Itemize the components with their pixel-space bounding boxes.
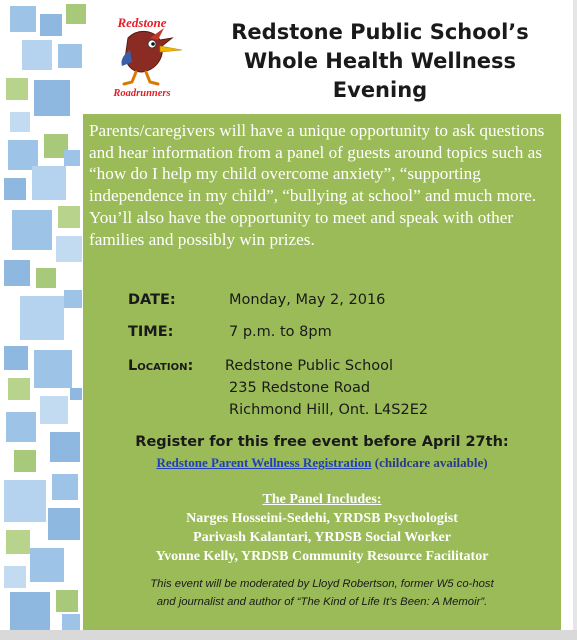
square-blue [4,566,26,588]
title-line-2: Whole Health Wellness [243,49,517,73]
square-blue [22,40,52,70]
square-green [14,450,36,472]
square-blue [64,290,82,308]
square-blue [10,592,50,632]
panel-section [83,490,561,566]
square-blue [6,412,36,442]
square-blue [4,346,28,370]
square-blue [10,112,30,132]
registration-link[interactable]: Redstone Parent Wellness Registration [156,455,372,470]
roadrunner-logo-icon [94,14,190,100]
location-row [83,358,561,378]
title-line-1: Redstone Public School’s [231,20,529,44]
location-label: Location: [128,358,194,374]
square-green [56,590,78,612]
location-line-3: Richmond Hill, Ont. L4S2E2 [229,402,429,418]
panel-heading: The Panel Includes: [262,492,382,507]
square-blue [4,260,30,286]
square-blue [50,432,80,462]
location-row-3 [83,402,561,422]
square-blue [10,6,36,32]
square-blue [40,396,68,424]
moderator-line-2: and journalist and author of “The Kind of Life It’s Been: A Memoir”. [156,596,488,608]
event-info-panel [83,114,561,633]
square-green [6,530,30,554]
square-blue [40,14,62,36]
square-blue [20,296,64,340]
childcare-note: (childcare available) [374,455,488,470]
date-row [83,292,561,312]
window-edge-right [573,0,577,640]
logo-bottom-word: Roadrunners [113,88,171,99]
location-row-2 [83,380,561,400]
date-label: DATE: [128,292,176,308]
time-value: 7 p.m. to 8pm [229,324,332,340]
title-line-3: Evening [332,78,428,102]
registration-line [83,455,561,471]
moderator-line-1: This event will be moderated by Lloyd Robertson, former W5 co-host [150,578,494,590]
square-blue [4,480,46,522]
square-green [6,78,28,100]
square-green [36,268,56,288]
square-blue [30,548,64,582]
square-blue [64,150,80,166]
time-row [83,324,561,344]
moderator-note [89,575,555,611]
square-blue [70,388,82,400]
school-logo [94,14,190,100]
square-blue [48,508,80,540]
location-line-1: Redstone Public School [225,358,394,374]
square-blue [12,210,52,250]
logo-top-word: Redstone [117,15,167,30]
window-edge-bottom [0,630,577,640]
square-blue [34,350,72,388]
panel-member: Parivash Kalantari, YRDSB Social Worker [193,530,451,545]
square-blue [34,80,70,116]
square-blue [4,178,26,200]
intro-paragraph: Parents/caregivers will have a unique opportunity to ask questions and hear information from a panel of guests around topics such as “how do I help my child overcome anxiety”, “supporting independence in my child”, “bullying at school” and much more. You’ll also have the opportunity to meet and speak with other families and possibly win prizes. [89,121,545,249]
square-green [8,378,30,400]
time-label: TIME: [128,324,174,340]
square-green [66,4,86,24]
square-green [58,206,80,228]
panel-member: Narges Hosseini-Sedehi, YRDSB Psychologist [186,511,458,526]
panel-member: Yvonne Kelly, YRDSB Community Resource Facilitator [155,549,489,564]
date-value: Monday, May 2, 2016 [229,292,386,308]
location-line-2: 235 Redstone Road [229,380,371,396]
square-blue [52,474,78,500]
register-heading: Register for this free event before April 27th: [135,434,509,450]
square-blue [58,44,82,68]
square-blue [32,166,66,200]
square-blue [56,236,82,262]
flyer-title [192,18,568,105]
